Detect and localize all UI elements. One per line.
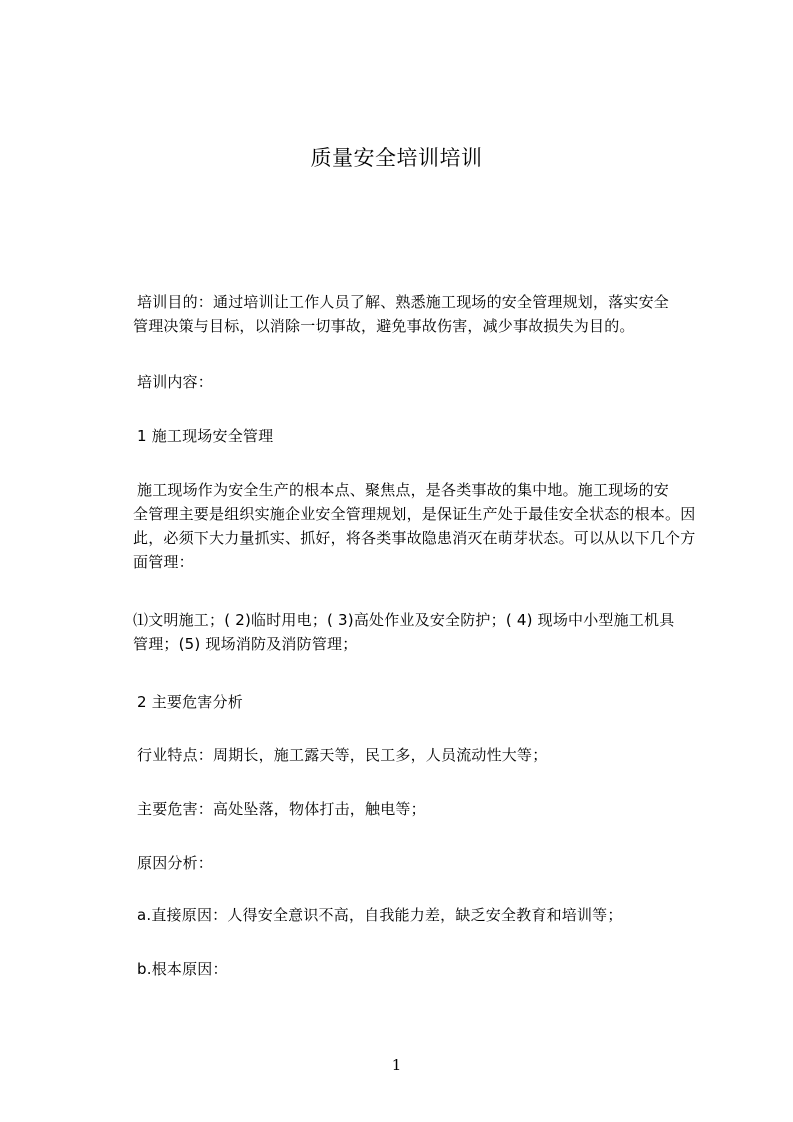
training-goal-line-2: 管理决策与目标，以消除一切事故，避免事故伤害，减少事故损失为目的。: [133, 317, 635, 335]
main-hazards: 主要危害：高处坠落，物体打击，触电等；: [137, 800, 426, 818]
document-title: 质量安全培训培训: [310, 146, 483, 170]
management-items-paragraph: [133, 608, 710, 656]
cause-analysis-label: 原因分析：: [137, 854, 214, 872]
training-goal-line-1: 培训目的：通过培训让工作人员了解、熟悉施工现场的安全管理规划，落实安全: [137, 293, 670, 311]
industry-characteristics: 行业特点：周期长，施工露天等，民工多，人员流动性大等；: [137, 746, 548, 764]
site-management-line-2: 全管理主要是组织实施企业安全管理规划，是保证生产处于最佳安全状态的根本。因: [133, 505, 696, 523]
training-content-label: 培训内容：: [137, 373, 214, 391]
site-management-line-4: 面管理：: [133, 553, 194, 571]
section-heading-2: 2 主要危害分析: [137, 693, 243, 711]
direct-cause: a.直接原因：人得安全意识不高，自我能力差，缺乏安全教育和培训等；: [137, 906, 623, 924]
management-items-line-1: ⑴文明施工；( 2)临时用电；( 3)高处作业及安全防护；( 4) 现场中小型施工机具: [133, 611, 675, 629]
training-goal-paragraph: [133, 290, 710, 338]
site-management-line-1: 施工现场作为安全生产的根本点、聚焦点，是各类事故的集中地。施工现场的安: [137, 481, 670, 499]
root-cause: b.根本原因：: [137, 960, 228, 978]
management-items-line-2: 管理；(5) 现场消防及消防管理；: [133, 635, 358, 653]
section-heading-1: 1 施工现场安全管理: [137, 427, 274, 445]
site-management-paragraph: [133, 478, 710, 574]
page-number: 1: [391, 1056, 402, 1074]
site-management-line-3: 此，必须下大力量抓实、抓好，将各类事故隐患消灭在萌芽状态。可以从以下几个方: [133, 529, 696, 547]
